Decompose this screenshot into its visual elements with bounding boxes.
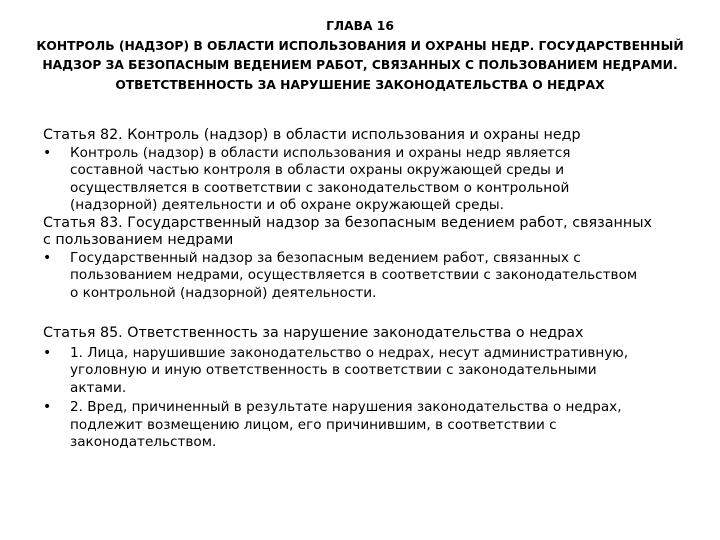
chapter-title-line: КОНТРОЛЬ (НАДЗОР) В ОБЛАСТИ ИСПОЛЬЗОВАНИЯ И ОХРАНЫ НЕДР. ГОСУДАРСТВЕННЫЙ <box>36 38 684 53</box>
bullet-item <box>43 250 683 303</box>
bullet-item <box>43 345 683 398</box>
bullet-text-line: актами. <box>70 379 127 396</box>
article-title: Статья 85. Ответственность за нарушение законодательства о недрах <box>43 325 584 341</box>
bullet-text-line: уголовную и иную ответственность в соответствии с законодательными <box>70 362 597 378</box>
bullet-text-line: пользованием недрами, осуществляется в соответствии с законодательством <box>70 267 638 283</box>
bullet-icon: • <box>43 249 52 266</box>
bullet-text-line: (надзорной) деятельности и об охране окружающей среды. <box>70 197 504 213</box>
bullet-text-line: 1. Лица, нарушившие законодательство о недрах, несут административную, <box>70 344 629 361</box>
bullet-icon: • <box>43 144 52 161</box>
document-body <box>43 127 683 452</box>
bullet-text-line: Государственный надзор за безопасным ведением работ, связанных с <box>70 249 581 266</box>
article-85 <box>43 325 683 452</box>
article-82 <box>43 127 683 215</box>
article-title: с пользованием недрами <box>43 232 234 248</box>
bullet-text-line: составной частью контроля в области охраны окружающей среды и <box>70 162 565 178</box>
article-title: Статья 82. Контроль (надзор) в области использования и охраны недр <box>43 127 581 143</box>
bullet-icon: • <box>43 399 52 415</box>
article-83 <box>43 215 683 303</box>
chapter-header <box>0 17 720 95</box>
chapter-title-line: НАДЗОР ЗА БЕЗОПАСНЫМ ВЕДЕНИЕМ РАБОТ, СВЯЗАННЫХ С ПОЛЬЗОВАНИЕМ НЕДРАМИ. <box>42 58 678 72</box>
bullet-text-line: о контрольной (надзорной) деятельности. <box>70 284 377 301</box>
bullet-item <box>43 145 683 215</box>
bullet-text-line: осуществляется в соответствии с законодательством о контрольной <box>70 179 570 196</box>
bullet-icon: • <box>43 344 52 361</box>
chapter-title-line: ОТВЕТСТВЕННОСТЬ ЗА НАРУШЕНИЕ ЗАКОНОДАТЕЛЬСТВА О НЕДРАХ <box>115 77 605 92</box>
spacer <box>43 302 683 325</box>
bullet-text-line: 2. Вред, причиненный в результате нарушения законодательства о недрах, <box>70 399 622 415</box>
article-title: Статья 83. Государственный надзор за безопасным ведением работ, связанных <box>43 214 652 231</box>
bullet-text-line: законодательством. <box>70 434 217 450</box>
chapter-number: ГЛАВА 16 <box>326 19 394 33</box>
bullet-text-line: подлежит возмещению лицом, его причинившим, в соответствии с <box>70 416 557 433</box>
bullet-text-line: Контроль (надзор) в области использования и охраны недр является <box>70 144 571 161</box>
bullet-item <box>43 399 683 452</box>
